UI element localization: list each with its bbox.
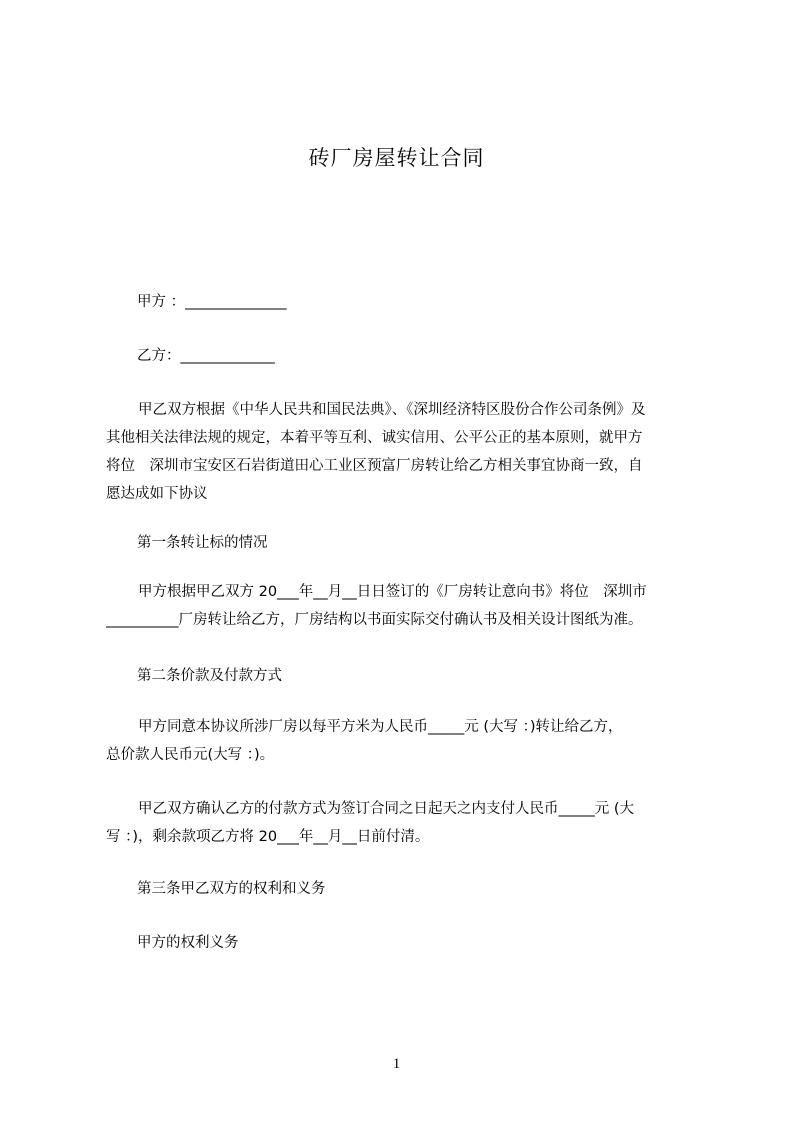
party-a-line: 甲方 ：______________ — [137, 294, 287, 310]
article2-line: 甲乙双方确认乙方的付款方式为签订合同之日起天之内支付人民币_____元 (大 — [138, 801, 635, 817]
party-b-line: 乙方：_____________ — [137, 348, 275, 364]
intro-line: 将位 深圳市宝安区石岩街道田心工业区预富厂房转让给乙方相关事宜协商一致，自 — [106, 458, 643, 474]
article2-heading: 第二条价款及付款方式 — [137, 668, 282, 684]
intro-line: 愿达成如下协议 — [106, 486, 208, 502]
article2-paragraph-1 — [106, 713, 699, 769]
article1-line: 甲方根据甲乙双方 20___年__月__日日签订的《厂房转让意向书》将位 深圳市 — [138, 584, 647, 600]
article2-line: 甲方同意本协议所涉厂房以每平方米为人民币_____元 (大写 ：)转让给乙方， — [138, 719, 623, 735]
article1-line: __________厂房转让给乙方，厂房结构以书面实际交付确认书及相关设计图纸为准。 — [106, 612, 643, 628]
intro-line: 甲乙双方根据《中华人民共和国民法典》、《深圳经济特区股份合作公司条例》及 — [138, 402, 646, 418]
intro-line: 其他相关法律法规的规定，本着平等互利、诚实信用、公平公正的基本原则，就甲方 — [106, 430, 643, 446]
page-number: 1 — [392, 1056, 401, 1072]
article3-heading: 第三条甲乙双方的权利和义务 — [137, 881, 326, 897]
article2-paragraph-2 — [106, 795, 699, 851]
article2-line: 总价款人民币元(大写 ：)。 — [106, 747, 275, 763]
article2-line: 写 ：)，剩余款项乙方将 20___年__月__日前付清。 — [106, 829, 430, 845]
article3-subheading: 甲方的权利义务 — [137, 935, 239, 951]
intro-paragraph — [106, 396, 699, 508]
document-title: 砖厂房屋转让合同 — [308, 146, 485, 170]
article1-paragraph — [106, 578, 699, 634]
article1-heading: 第一条转让标的情况 — [137, 535, 268, 551]
